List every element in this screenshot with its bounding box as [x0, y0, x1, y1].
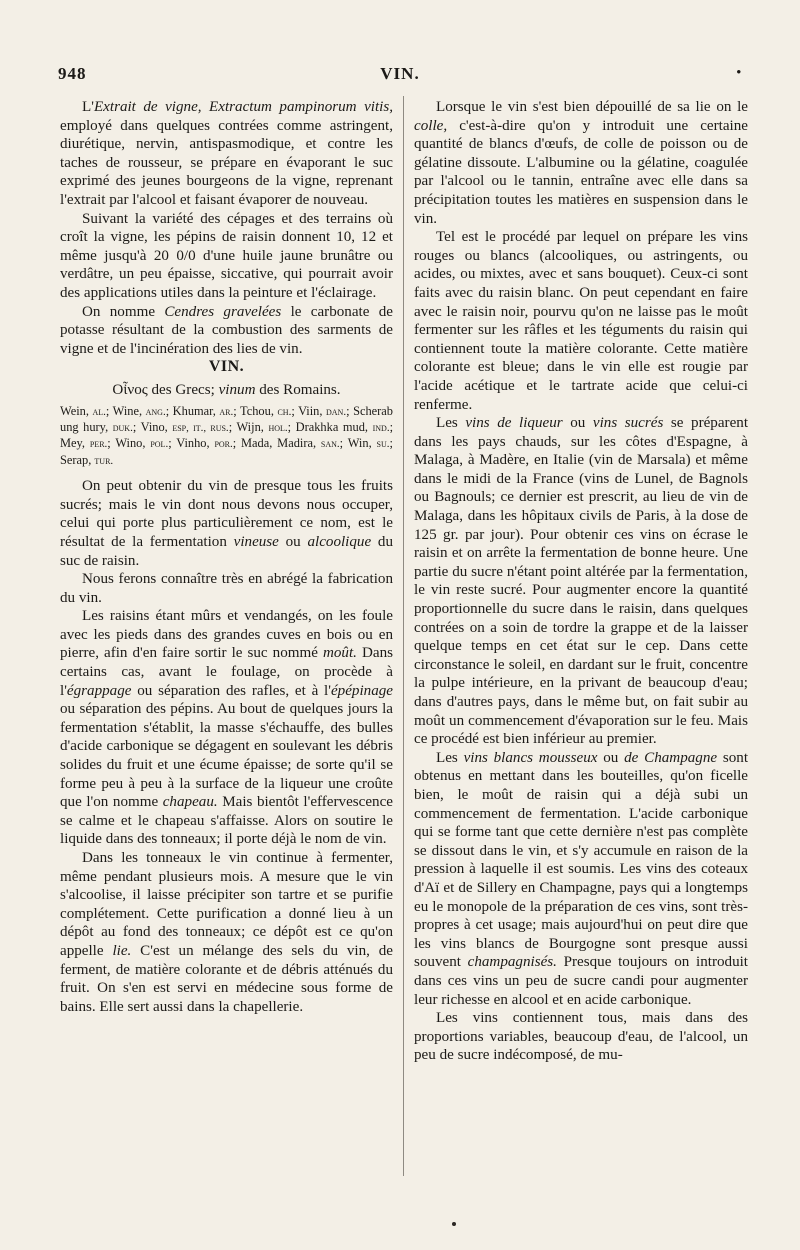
paragraph-vins-mousseux: Les vins blancs mousseux ou de Champagne sont obtenus en mettant dans les bouteilles, qu'on ficelle bien, le moût de raisin qui a déjà subi un commencement de fermentation. L'acide carbonique qui se forme tant que cette dernière n'est pas complète se dissout dans le vin, et s'y accumule en raison de la pression à laquelle il est soumis. Les vins des coteaux d'Aï et de Sillery en Champagne, pays qui a longtemps eu le monopole de la préparation de ces vins, sont très-propres à cet usage; mais aujourd'hui on peut dire que les vins blancs de Bourgogne sont presque aussi souvent champagnisés. Presque toujours on introduit dans ces vins un peu de sucre candi pour augmenter leur richesse en alcool et en acide carbonique.	[414, 749, 749, 1008]
page-number: 948	[58, 64, 87, 83]
language-abbreviation: su.	[376, 438, 390, 451]
language-word: Win	[347, 436, 369, 451]
section-title-vin: VIN.	[208, 358, 245, 376]
paragraph-tonneaux-lie: Dans les tonneaux le vin continue à fermenter, même pendant plusieurs mois. A mesure que le vin s'alcoolise, il laisse précipiter son tartre et se purifie complétement. Cette purification a donné lieu à un dépôt au fond des tonneaux; ce dépôt est ce qu'on appelle lie. C'est un mélange des sels du vin, de ferment, de matière colorante et de débris atténués du fruit. On s'en est servi en médecine sous forme de bains. Elle sert aussi dans la chapellerie.	[60, 850, 394, 1015]
column-rule	[403, 96, 404, 1176]
language-abbreviation: ar.	[219, 405, 234, 418]
paragraph-pepins: Suivant la variété des cépages et des terrains où croît la vigne, les pépins de raisin donnent 10, 12 et même jusqu'à 20 0/0 d'une huile jaune brunâtre ou verdâtre, un peu épaisse, siccative, qui pourrait avoir des applications utiles dans la peinture et l'éclairage.	[60, 210, 393, 301]
header-ornament: •	[736, 64, 742, 79]
running-head	[58, 64, 742, 86]
language-abbreviation: dan.	[326, 405, 347, 418]
paragraph-cendres: On nomme Cendres gravelées le carbonate de potasse résultant de la combustion des sarments de vigne et de l'incinération des lies de vin.	[60, 303, 393, 357]
paragraph-collage: Lorsque le vin s'est bien dépouillé de sa lie on le colle, c'est-à-dire qu'on y introduit une certaine quantité de blancs d'œufs, de colle de poisson ou de gélatine dissoute. L'albumine ou la gélatine, coagulée par l'alcool ou le tannin, entraîne avec elle dans sa précipitation toutes les matières en suspension dans le vin.	[414, 99, 748, 227]
language-abbreviation: por.	[214, 438, 233, 451]
language-abbreviation: tur.	[94, 454, 114, 467]
language-word: Tchou	[240, 403, 271, 418]
paragraph-composition: Les vins contiennent tous, mais dans des proportions variables, beaucoup d'eau, de l'alcool, un peu de sucre indécomposé, de mu-	[414, 1010, 748, 1064]
language-word: Viin	[298, 403, 320, 418]
language-abbreviation: ch.	[277, 405, 292, 418]
language-word: Wino	[115, 436, 143, 451]
paragraph-procede: Tel est le procédé par lequel on prépare les vins rouges ou blancs (alcooliques, ou astringents, ou acides, ou mixtes, avec et sans bouquet). Ceux-ci sont faits avec du raisin blanc. On peut cependant en faire avec le raisin noir, pourvu qu'on ne laisse pas le moût fermenter sur les râfles et les téguments du raisin qui contiennent toute la matière colorante. Cette matière colorante est bleue; dans le vin elle est rougie par l'acide acétique et le tartrate acide que celui-ci renferme.	[414, 229, 748, 413]
paragraph-foulage: Les raisins étant mûrs et vendangés, on les foule avec les pieds dans des grandes cuves en bois ou en pierre, afin d'en faire sortir le suc nommé moût. Dans certains cas, avant le foulage, on procède à l'égrappage ou séparation des rafles, et à l'épépinage ou séparation des pépins. Au bout de quelques jours la fermentation s'établit, la masse s'échauffe, des bulles d'acide carbonique se dégagent en soulevant les débris solides du fruit et une écume épaisse; de sorte qu'il se forme peu à peu à la surface de la liqueur une croûte que l'on nomme chapeau. Mais bientôt l'effervescence se calme et le chapeau s'affaisse. Alors on soutire le liquide dans des tonneaux; il porte déjà le nom de vin.	[60, 608, 393, 848]
language-abbreviation: san.	[320, 438, 340, 451]
language-word: Serap	[60, 452, 89, 467]
language-word: Mada, Madira	[241, 436, 313, 451]
paragraph-extrait-de-vigne: L'Extrait de vigne, Extractum pampinorum vitis, employé dans quelques contrées comme astringent, diurétique, nervin, antispasmodique, et contre les taches de rousseur, se prépare en évaporant le suc exprimé des jeunes bourgeons de la vigne, reprenant l'extrait par l'alcool et faisant évaporer de nouveau.	[60, 99, 393, 208]
language-word: Khumar	[172, 403, 213, 418]
language-word: Mey	[60, 436, 82, 451]
language-abbreviation: pol.	[150, 438, 169, 451]
language-word: Scherab ung hury	[60, 403, 393, 434]
language-equivalents: Wein, al.; Wine, ang.; Khumar, ar.; Tchou, ch.; Viin, dan.; Scherab ung hury, duk.; Vino, esp, it., rus.; Wijn, hol.; Drakhka mud, ind.; Mey, per.; Wino, pol.; Vinho, por.; Mada, Madira, san.; Win, su.; Serap, tur.	[60, 403, 394, 467]
left-column	[60, 98, 393, 1016]
language-abbreviation: ang.	[145, 405, 166, 418]
right-column	[414, 98, 748, 1065]
language-word: Vinho	[176, 436, 207, 451]
language-word: Drakhka mud	[295, 419, 365, 434]
language-abbreviation: per.	[89, 438, 108, 451]
language-word: Vino	[140, 419, 165, 434]
running-title: VIN.	[380, 64, 420, 83]
language-abbreviation: ind.	[372, 421, 390, 434]
paragraph-fabrication: Nous ferons connaître très en abrégé la fabrication du vin.	[60, 571, 393, 606]
paragraph-vins-de-liqueur: Les vins de liqueur ou vins sucrés se préparent dans les pays chauds, sur les côtes d'Espagne, à Malaga, à Madère, en Italie (vin de Marsala) et même dans le midi de la France (vins de Lunel, de Bagnols ou Bagnouls; ce dernier est prescrit, au lieu de vin de Malaga, dans les hôpitaux civils de Paris, à la dose de 125 gr. par jour). Pour obtenir ces vins on écrase le raisin et on arrête la fermentation de bonne heure. Une partie du sucre n'étant point altérée par la fermentation, le vin reste sucré. Pour augmenter encore la quantité proportionnelle du sucre dans le raisin, dans quelques contrées on a soin de tordre la grappe et de la laisser quelque temps en cet état sur le cep. Dans cette circonstance le soleil, en dardant sur le fruit, concentre la pulpe intérieure, en la privant de beaucoup d'eau; dans d'autres pays, dans le même but, on fait subir au moût un commencement d'évaporation sur le feu. Mais ce procédé est bien inférieur au premier.	[414, 415, 749, 748]
print-speck	[452, 1222, 456, 1226]
language-word: Wijn	[236, 419, 261, 434]
language-abbreviation: esp, it., rus.	[172, 421, 229, 434]
language-abbreviation: al.	[92, 405, 106, 418]
language-word: Wein	[60, 403, 86, 418]
language-abbreviation: duk.	[112, 421, 133, 434]
greek-latin-names: Οἶνος des Grecs; vinum des Romains.	[112, 381, 341, 398]
language-abbreviation: hol.	[268, 421, 288, 434]
paragraph-fermentation-vineuse: On peut obtenir du vin de presque tous les fruits sucrés; mais le vin dont nous devons nous occuper, celui qui porte plus particulièrement ce nom, est le résultat de la fermentation vineuse ou alcoolique du suc de raisin.	[60, 478, 393, 569]
language-word: Wine	[112, 403, 139, 418]
